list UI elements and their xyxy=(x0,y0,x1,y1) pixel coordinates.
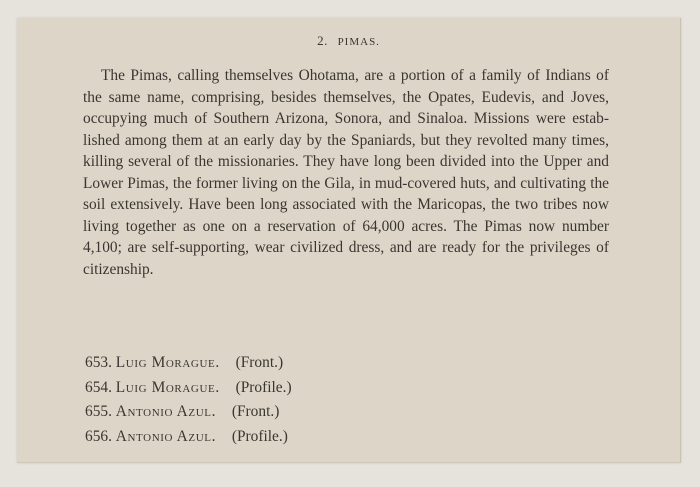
plate-entry xyxy=(85,400,292,425)
section-number: 2. xyxy=(317,33,328,48)
plate-subject: Antonio Azul. xyxy=(115,427,217,445)
description-paragraph: The Pimas, calling themselves Ohotama, are a portion of a family of Indians of the same name, comprising, besides themselves, the Opates, Eudevis, and Joves, occupying much of Southern Arizona, Sonora, and Sinaloa. Missions were established among them at an early day by the Spaniards, but they revolted many times, killing several of the missionaries. They have long been divided into the Upper and Lower Pimas, the former living on the Gila, in mud-covered huts, and cultivating the soil extensively. Have been long associated with the Maricopas, the two tribes now living together as one on a reservation of 64,000 acres. The Pimas now number 4,100; are self-supporting, wear civilized dress, and are ready for the privileges of citizenship. xyxy=(83,67,609,278)
plate-view: (Front.) xyxy=(235,354,284,371)
plate-entry xyxy=(85,376,292,401)
plate-subject: Luig Morague. xyxy=(115,378,220,396)
plate-view: (Profile.) xyxy=(231,427,288,445)
plate-list xyxy=(85,351,292,449)
plate-subject: Antonio Azul. xyxy=(115,403,217,421)
section-title: PIMAS. xyxy=(337,36,380,48)
plate-subject: Luig Morague. xyxy=(115,354,220,371)
plate-number: 654. xyxy=(85,378,112,396)
plate-number: 656. xyxy=(85,427,112,445)
section-heading xyxy=(17,33,680,49)
plate-entry xyxy=(85,351,292,376)
plate-view: (Front.) xyxy=(231,403,280,421)
plate-number: 655. xyxy=(85,403,112,421)
plate-entry xyxy=(85,425,292,450)
catalog-card xyxy=(17,18,681,463)
plate-number: 653. xyxy=(85,354,112,371)
plate-view: (Profile.) xyxy=(235,378,292,396)
